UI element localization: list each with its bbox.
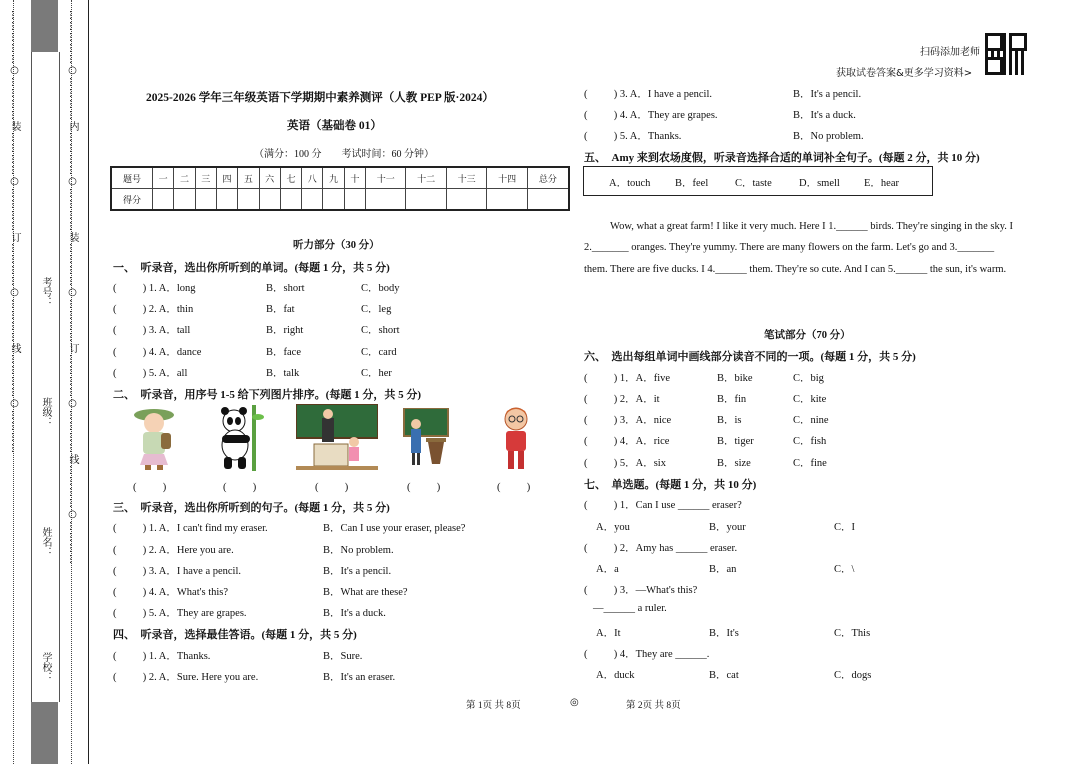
s4-q3-b: B．It's a pencil. xyxy=(793,89,862,100)
s6-q4-a: ( ) 4．A．rice xyxy=(584,436,670,447)
s7-q1-c: C．I xyxy=(834,522,855,533)
writing-title: 笔试部分（70 分） xyxy=(764,330,851,341)
promo-line-2: 获取试卷答案&更多学习资料> xyxy=(836,68,973,79)
word-option-b: B．feel xyxy=(675,178,709,189)
score-cell: 五 xyxy=(238,167,259,189)
s1-q2-a: ( ) 2. A．thin xyxy=(113,304,194,315)
s1-q1-a: ( ) 1. A．long xyxy=(113,283,196,294)
section-4-title: 四、 听录音，选择最佳答语。(每题 1 分，共 5 分) xyxy=(113,629,357,641)
score-row-label: 得分 xyxy=(111,189,153,211)
score-input-cell[interactable] xyxy=(238,189,259,211)
page-number-1: 第 1页 共 8页 xyxy=(466,701,521,711)
score-cell: 十二 xyxy=(406,167,446,189)
score-input-cell[interactable] xyxy=(280,189,301,211)
word-bank-box xyxy=(583,166,933,196)
s7-q2-c: C．\ xyxy=(834,564,855,575)
score-cell: 二 xyxy=(174,167,195,189)
s6-q2-a: ( ) 2．A．it xyxy=(584,394,660,405)
s1-q4-c: C．card xyxy=(361,347,397,358)
score-input-cell[interactable] xyxy=(259,189,280,211)
s1-q5-a: ( ) 5. A．all xyxy=(113,368,188,379)
word-option-e: E．hear xyxy=(864,178,899,189)
page-border-line xyxy=(88,0,89,764)
s2-blank-3[interactable]: ( ) xyxy=(315,482,349,493)
score-input-cell[interactable] xyxy=(446,189,486,211)
score-cell: 六 xyxy=(259,167,280,189)
score-cell: 十四 xyxy=(487,167,527,189)
s1-q5-b: B．talk xyxy=(266,368,300,379)
word-option-c: C．taste xyxy=(735,178,772,189)
label-school: 学校： xyxy=(40,652,51,682)
binding-margin xyxy=(0,0,92,764)
s3-q3-a: ( ) 3. A．I have a pencil. xyxy=(113,566,242,577)
binding-strip-info xyxy=(31,52,60,702)
score-input-cell[interactable] xyxy=(344,189,365,211)
s4-q4-b: B．It's a duck. xyxy=(793,110,856,121)
s3-q2-b: B．No problem. xyxy=(323,545,394,556)
s4-q5-a: ( ) 5. A．Thanks. xyxy=(584,131,682,142)
score-cell: 题号 xyxy=(111,167,153,189)
s6-q3-c: C．nine xyxy=(793,415,829,426)
s6-q4-b: B．tiger xyxy=(717,436,754,447)
score-cell: 十三 xyxy=(446,167,486,189)
score-input-cell[interactable] xyxy=(487,189,527,211)
passage-line-3: them. There are five ducks. I 4.______ them. They're so cute. And I can 5.______ the sun, it's warm. xyxy=(584,264,1007,275)
s1-q3-c: C．short xyxy=(361,325,400,336)
s6-q1-b: B．bike xyxy=(717,373,753,384)
s4-q1-a: ( ) 1. A．Thanks. xyxy=(113,651,211,662)
label-name: 姓名： xyxy=(40,527,51,557)
s2-blank-5[interactable]: ( ) xyxy=(497,482,531,493)
s6-q4-c: C．fish xyxy=(793,436,827,447)
section-1-title: 一、 听录音，选出你所听到的单词。(每题 1 分，共 5 分) xyxy=(113,262,390,274)
s6-q1-c: C．big xyxy=(793,373,824,384)
s3-q1-b: B．Can I use your eraser, please? xyxy=(323,523,466,534)
score-input-cell[interactable] xyxy=(216,189,237,211)
teacher-board-picture xyxy=(402,408,452,466)
s6-q5-a: ( ) 5．A．six xyxy=(584,458,666,469)
s1-q3-b: B．right xyxy=(266,325,304,336)
word-option-d: D．smell xyxy=(799,178,840,189)
page-number-2: 第 2页 共 8页 xyxy=(626,701,681,711)
s7-q3-a: A．It xyxy=(596,628,621,639)
s3-q4-b: B．What are these? xyxy=(323,587,408,598)
s7-q1-a: A．you xyxy=(596,522,630,533)
s7-q2-a: A．a xyxy=(596,564,619,575)
s6-q5-b: B．size xyxy=(717,458,751,469)
s4-q2-a: ( ) 2. A．Sure. Here you are. xyxy=(113,672,259,683)
boy-picture xyxy=(498,405,534,471)
score-cell: 八 xyxy=(302,167,323,189)
exam-meta: （满分：100 分 考试时间：60 分钟） xyxy=(254,149,434,160)
s3-q2-a: ( ) 2. A．Here you are. xyxy=(113,545,234,556)
s7-q4-b: B．cat xyxy=(709,670,739,681)
s7-q2: ( ) 2．Amy has ______ eraser. xyxy=(584,543,738,554)
s6-q2-b: B．fin xyxy=(717,394,747,405)
section-5-title: 五、 Amy 来到农场度假，听录音选择合适的单词补全句子。(每题 2 分，共 10 分) xyxy=(584,152,980,164)
s4-q3-a: ( ) 3. A．I have a pencil. xyxy=(584,89,713,100)
center-mark-icon: ◎ xyxy=(570,697,579,708)
binding-text-left: ……………○…………装…………○…………订…………○…………线…………○………… xyxy=(9,10,20,454)
s7-q1-b: B．your xyxy=(709,522,746,533)
score-input-cell[interactable] xyxy=(195,189,216,211)
s7-q3-b: B．It's xyxy=(709,628,739,639)
score-cell: 三 xyxy=(195,167,216,189)
label-number: 考号： xyxy=(40,277,51,307)
score-cell: 九 xyxy=(323,167,344,189)
page-subtitle: 英语（基础卷 01） xyxy=(287,120,382,132)
score-input-cell[interactable] xyxy=(174,189,195,211)
s7-q3-c: C．This xyxy=(834,628,871,639)
s3-q1-a: ( ) 1. A．I can't find my eraser. xyxy=(113,523,268,534)
s3-q5-a: ( ) 5. A．They are grapes. xyxy=(113,608,247,619)
s3-q4-a: ( ) 4. A．What's this? xyxy=(113,587,229,598)
score-input-cell[interactable] xyxy=(365,189,405,211)
s1-q1-c: C．body xyxy=(361,283,400,294)
promo-line-1: 扫码添加老师 xyxy=(920,47,980,58)
score-input-cell[interactable] xyxy=(323,189,344,211)
s6-q1-a: ( ) 1．A．five xyxy=(584,373,671,384)
girl-explorer-picture xyxy=(128,403,180,471)
binding-strip-top xyxy=(31,0,58,52)
s3-q3-b: B．It's a pencil. xyxy=(323,566,392,577)
s7-q4-c: C．dogs xyxy=(834,670,872,681)
s7-q2-b: B．an xyxy=(709,564,737,575)
s6-q2-c: C．kite xyxy=(793,394,827,405)
binding-text-inner: ……………○…………内…………○…………装…………○…………订…………○…………线…………○………… xyxy=(67,10,78,565)
score-input-cell[interactable] xyxy=(406,189,446,211)
binding-strip-bottom xyxy=(31,702,58,764)
qr-code-icon[interactable] xyxy=(985,33,1027,75)
score-cell: 七 xyxy=(280,167,301,189)
s2-blank-2[interactable]: ( ) xyxy=(223,482,257,493)
score-table-header-row xyxy=(111,167,569,189)
s2-blank-4[interactable]: ( ) xyxy=(407,482,441,493)
s4-q4-a: ( ) 4. A．They are grapes. xyxy=(584,110,718,121)
s7-q1: ( ) 1．Can I use ______ eraser? xyxy=(584,500,742,511)
s2-blank-1[interactable]: ( ) xyxy=(133,482,167,493)
score-input-cell[interactable] xyxy=(302,189,323,211)
s6-q3-a: ( ) 3．A．nice xyxy=(584,415,672,426)
score-table xyxy=(110,166,570,211)
score-cell: 总分 xyxy=(527,167,569,189)
s6-q5-c: C．fine xyxy=(793,458,827,469)
s4-q5-b: B．No problem. xyxy=(793,131,864,142)
section-7-title: 七、 单选题。(每题 1 分，共 10 分) xyxy=(584,479,757,491)
score-cell: 十 xyxy=(344,167,365,189)
panda-picture xyxy=(214,405,264,471)
passage-line-1: Wow, what a great farm! I like it very much. Here I 1.______ birds. They're singing in the sky. I xyxy=(610,221,1014,232)
page-title: 2025-2026 学年三年级英语下学期期中素养测评（人教 PEP 版·2024） xyxy=(146,92,494,104)
s1-q2-b: B．fat xyxy=(266,304,295,315)
s1-q4-a: ( ) 4. A．dance xyxy=(113,347,202,358)
section-6-title: 六、 选出每组单词中画线部分读音不同的一项。(每题 1 分，共 5 分) xyxy=(584,351,916,363)
score-input-cell[interactable] xyxy=(153,189,174,211)
label-class: 班级： xyxy=(40,397,51,427)
score-input-cell[interactable] xyxy=(527,189,569,211)
s4-q1-b: B．Sure. xyxy=(323,651,363,662)
section-2-title: 二、 听录音，用序号 1-5 给下列图片排序。(每题 1 分，共 5 分) xyxy=(113,389,421,401)
s6-q3-b: B．is xyxy=(717,415,742,426)
s7-q4-a: A．duck xyxy=(596,670,635,681)
listening-title: 听力部分（30 分） xyxy=(293,240,380,251)
s1-q1-b: B．short xyxy=(266,283,305,294)
s1-q3-a: ( ) 3. A．tall xyxy=(113,325,191,336)
score-cell: 十一 xyxy=(365,167,405,189)
s4-q2-b: B．It's an eraser. xyxy=(323,672,396,683)
word-option-a: A．touch xyxy=(609,178,651,189)
passage-line-2: 2._______ oranges. They're yummy. There are many flowers on the farm. Let's go and 3._______ xyxy=(584,242,995,253)
classroom-teacher-picture xyxy=(296,404,378,470)
score-cell: 一 xyxy=(153,167,174,189)
s1-q4-b: B．face xyxy=(266,347,301,358)
s1-q5-c: C．her xyxy=(361,368,392,379)
score-table-score-row xyxy=(111,189,569,211)
s7-q4: ( ) 4．They are ______. xyxy=(584,649,710,660)
s7-q3: ( ) 3．—What's this? xyxy=(584,585,698,596)
s7-q3-line2: —______ a ruler. xyxy=(593,603,667,614)
section-3-title: 三、 听录音，选出你所听到的句子。(每题 1 分，共 5 分) xyxy=(113,502,390,514)
score-cell: 四 xyxy=(216,167,237,189)
s1-q2-c: C．leg xyxy=(361,304,392,315)
s3-q5-b: B．It's a duck. xyxy=(323,608,386,619)
